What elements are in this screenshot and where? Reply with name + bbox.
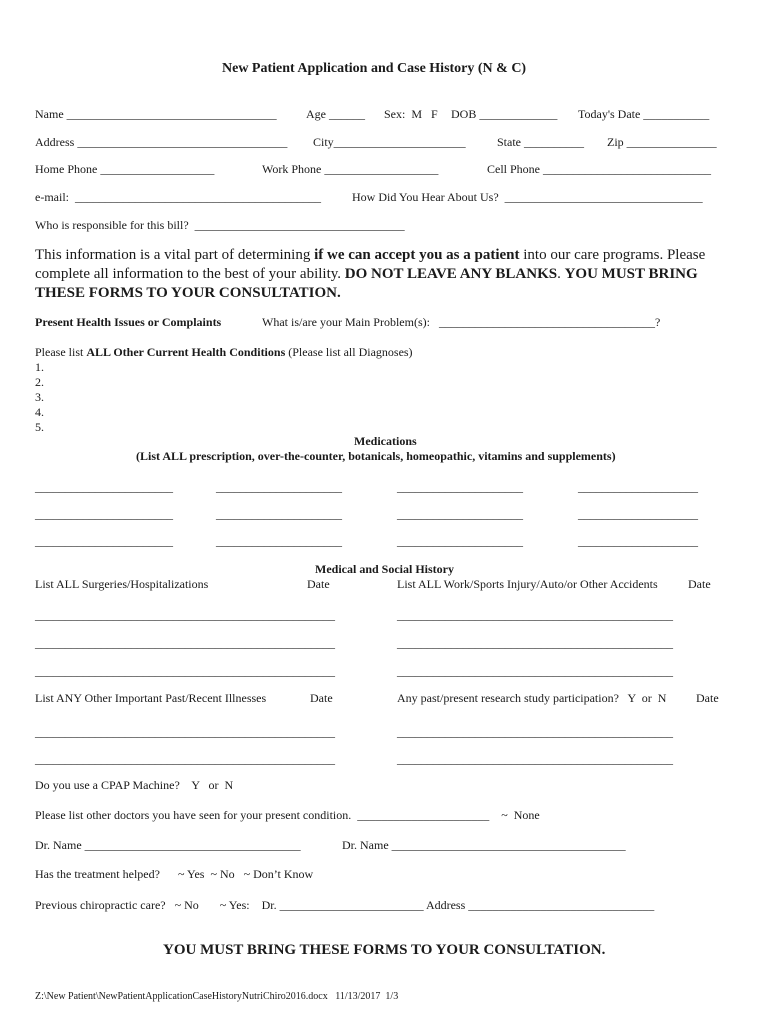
medication-blank[interactable]: ____________________ [578, 480, 698, 494]
medication-blank[interactable]: _______________________ [35, 507, 173, 521]
condition-item[interactable]: 3. [35, 390, 44, 404]
illness-blank[interactable]: __________________________________________________ [35, 725, 335, 739]
surgery-blank[interactable]: __________________________________________________ [35, 608, 335, 622]
accidents-label: List ALL Work/Sports Injury/Auto/or Other Accidents [397, 577, 658, 591]
surgeries-date-label: Date [307, 577, 330, 591]
responsible-party-field[interactable]: Who is responsible for this bill? ___________________________________ [35, 218, 405, 232]
medication-blank[interactable]: _____________________ [397, 534, 523, 548]
conditions-heading: Please list ALL Other Current Health Conditions (Please list all Diagnoses) [35, 345, 413, 359]
email-field[interactable]: e-mail: _________________________________________ [35, 190, 321, 204]
cpap-question[interactable]: Do you use a CPAP Machine? Y or N [35, 778, 234, 792]
history-title: Medical and Social History [315, 562, 454, 576]
medication-blank[interactable]: _____________________ [397, 507, 523, 521]
accident-blank[interactable]: ______________________________________________ [397, 664, 673, 678]
dr-name-field[interactable]: Dr. Name ____________________________________ [35, 838, 301, 852]
medications-title: Medications [354, 434, 417, 448]
medication-blank[interactable]: ____________________ [578, 507, 698, 521]
research-blank[interactable]: ______________________________________________ [397, 752, 673, 766]
medication-blank[interactable]: _____________________ [216, 534, 342, 548]
sex-field[interactable]: Sex: M F [384, 107, 438, 121]
home-phone-field[interactable]: Home Phone ___________________ [35, 162, 215, 176]
medication-blank[interactable]: _______________________ [35, 480, 173, 494]
age-field[interactable]: Age ______ [306, 107, 365, 121]
cell-phone-field[interactable]: Cell Phone ____________________________ [487, 162, 711, 176]
present-health-label: Present Health Issues or Complaints [35, 315, 222, 329]
accidents-date-label: Date [688, 577, 711, 591]
city-field[interactable]: City______________________ [313, 135, 466, 149]
illness-blank[interactable]: __________________________________________________ [35, 752, 335, 766]
consultation-reminder: YOU MUST BRING THESE FORMS TO YOUR CONSULTATION. [163, 942, 606, 958]
medications-subtitle: (List ALL prescription, over-the-counter, botanicals, homeopathic, vitamins and supplements) [136, 449, 616, 463]
dob-field[interactable]: DOB _____________ [451, 107, 558, 121]
medication-blank[interactable]: _______________________ [35, 534, 173, 548]
dr-name-field[interactable]: Dr. Name _______________________________________ [342, 838, 626, 852]
medication-blank[interactable]: ____________________ [578, 534, 698, 548]
page-title: New Patient Application and Case History (N & C) [222, 61, 527, 76]
surgeries-label: List ALL Surgeries/Hospitalizations [35, 577, 209, 591]
intro-paragraph: This information is a vital part of determining if we can accept you as a patient into our care programs. Please complete all information to the best of your ability. DO NOT LEAVE ANY BLANKS. YOU MUST BRING THESE FORMS TO YOUR CONSULTATION. [35, 247, 706, 301]
illnesses-label: List ANY Other Important Past/Recent Illnesses [35, 691, 267, 705]
main-problem-field[interactable]: What is/are your Main Problem(s): ____________________________________? [262, 315, 661, 329]
treatment-helped-question[interactable]: Has the treatment helped? ~ Yes ~ No ~ Don’t Know [35, 867, 314, 881]
other-doctors-question[interactable]: Please list other doctors you have seen for your present condition. ______________________ ~ None [35, 808, 540, 822]
accident-blank[interactable]: ______________________________________________ [397, 608, 673, 622]
hear-about-field[interactable]: How Did You Hear About Us? _________________________________ [352, 190, 703, 204]
document-footer: Z:\New Patient\NewPatientApplicationCaseHistoryNutriChiro2016.docx 11/13/2017 1/3 [35, 991, 399, 1002]
zip-field[interactable]: Zip _______________ [607, 135, 717, 149]
research-label: Any past/present research study participation? Y or N [397, 691, 667, 705]
surgery-blank[interactable]: __________________________________________________ [35, 636, 335, 650]
research-blank[interactable]: ______________________________________________ [397, 725, 673, 739]
address-field[interactable]: Address ___________________________________ [35, 135, 288, 149]
condition-item[interactable]: 2. [35, 375, 44, 389]
name-field[interactable]: Name ___________________________________ [35, 107, 277, 121]
research-date-label: Date [696, 691, 719, 705]
todays-date-field[interactable]: Today's Date ___________ [578, 107, 710, 121]
work-phone-field[interactable]: Work Phone ___________________ [262, 162, 439, 176]
surgery-blank[interactable]: __________________________________________________ [35, 664, 335, 678]
condition-item[interactable]: 5. [35, 420, 44, 434]
medication-blank[interactable]: _____________________ [397, 480, 523, 494]
condition-item[interactable]: 1. [35, 360, 44, 374]
previous-chiro-question[interactable]: Previous chiropractic care? ~ No ~ Yes: Dr. ________________________ Address _______________________________ [35, 898, 655, 912]
accident-blank[interactable]: ______________________________________________ [397, 636, 673, 650]
state-field[interactable]: State __________ [497, 135, 584, 149]
medication-blank[interactable]: _____________________ [216, 507, 342, 521]
illnesses-date-label: Date [310, 691, 333, 705]
medication-blank[interactable]: _____________________ [216, 480, 342, 494]
condition-item[interactable]: 4. [35, 405, 44, 419]
